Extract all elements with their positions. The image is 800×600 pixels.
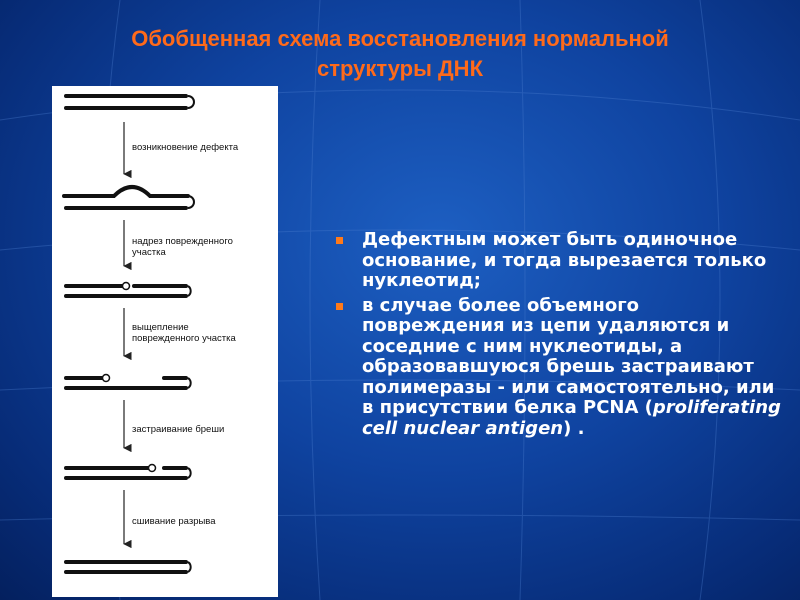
step-label-gap-filling <box>132 424 224 435</box>
dna-intact-duplex <box>64 94 194 110</box>
dna-incised-duplex <box>64 283 191 299</box>
step-label-ligation-line1: сшивание разрыва <box>132 516 216 527</box>
slide-title-line2: структуры ДНК <box>317 56 483 81</box>
step-label-defect <box>132 142 238 153</box>
bullet-item-1 <box>332 230 782 292</box>
step-label-defect-line1: возникновение дефекта <box>132 142 239 153</box>
bullet-text-1: Дефектным может быть одиночное основание, и тогда вырезается только нуклеотид; <box>362 229 767 291</box>
slide-title-line1: Обобщенная схема восстановления нормальной <box>131 26 669 51</box>
slide-title <box>0 24 800 84</box>
step-label-incision <box>132 236 233 258</box>
bullet-text-2-after: ) . <box>563 417 585 439</box>
step-label-excision-line2: поврежденного участка <box>132 333 236 344</box>
bullet-square-icon <box>336 237 343 244</box>
bullet-text-2-italic: proliferating cell nuclear antigen <box>362 397 781 439</box>
bullet-text-2-before: в случае более объемного повреждения из цепи удаляются и соседние с ним нуклеотиды, а образовавшуюся брешь застраивают полимеразы - или самостоятельно, или в присутствии белка PCNA ( <box>362 294 775 418</box>
step-label-excision-line1: выщепление <box>132 322 189 333</box>
bullet-square-icon <box>336 303 343 310</box>
dna-defect-duplex <box>64 187 194 210</box>
dna-excised-duplex <box>64 375 191 391</box>
step-label-excision <box>132 322 236 344</box>
step-label-gap-filling-line1: застраивание бреши <box>132 424 225 435</box>
dna-filled-duplex <box>64 465 191 481</box>
step-label-incision-line1: надрез поврежденного <box>132 236 233 247</box>
bullet-item-2 <box>332 296 782 440</box>
dna-repair-diagram <box>52 86 278 597</box>
step-label-ligation <box>132 516 216 527</box>
step-label-incision-line2: участка <box>132 247 166 258</box>
bullet-list <box>332 230 782 443</box>
dna-ligated-duplex <box>64 560 191 574</box>
